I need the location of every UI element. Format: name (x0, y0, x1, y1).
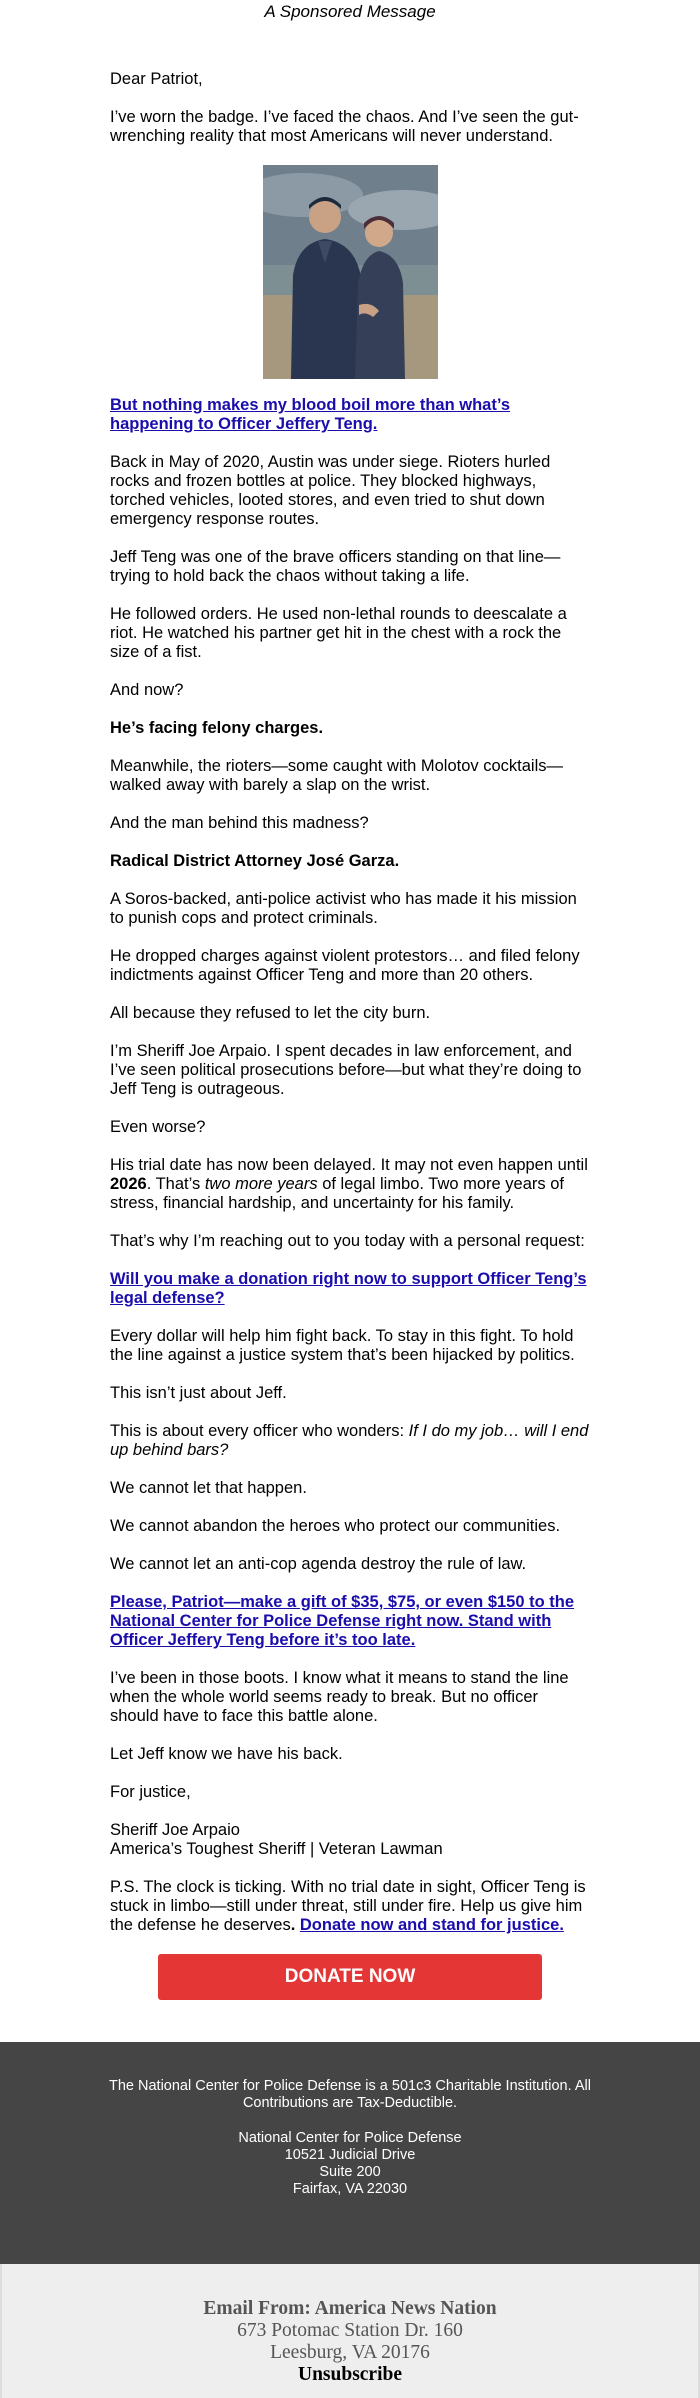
email-from: Email From: America News Nation (203, 2298, 497, 2319)
donate-button-container (0, 1954, 700, 2000)
photo-container (110, 165, 590, 384)
paragraph-soros: A Soros-backed, anti-police activist who has made it his mission to punish cops and protect criminals. (110, 890, 577, 927)
paragraph-even-worse: Even worse? (110, 1118, 206, 1136)
paragraph-and-now: And now? (110, 681, 184, 699)
postscript-period: . (290, 1916, 300, 1934)
donate-now-button[interactable]: DONATE NOW (158, 1954, 542, 2000)
closing-for-justice: For justice, (110, 1783, 191, 1801)
every-officer-text: This is about every officer who wonders: (110, 1422, 409, 1440)
letter-body (110, 70, 590, 1935)
paragraph-sheriff-intro: I’m Sheriff Joe Arpaio. I spent decades in law enforcement, and I’ve seen political prosecutions before—but what they’re doing to Jeff Teng is outrageous. (110, 1042, 582, 1098)
trial-year: 2026 (110, 1175, 147, 1193)
intro-paragraph: I’ve worn the badge. I’ve faced the chaos. And I’ve seen the gut-wrenching reality that most Americans will never understand. (110, 108, 579, 145)
paragraph-reaching-out: That’s why I’m reaching out to you today with a personal request: (110, 1232, 585, 1250)
trial-text-c: of legal limbo. Two more years of stress, financial hardship, and uncertainty for his family. (110, 1175, 564, 1212)
paragraph-followed-orders: He followed orders. He used non-lethal rounds to deescalate a riot. He watched his partner get hit in the chest with a rock the size of a fist. (110, 605, 567, 661)
footer-org-name: National Center for Police Defense (238, 2130, 462, 2146)
paragraph-not-just-jeff: This isn’t just about Jeff. (110, 1384, 287, 1402)
signature-title: America’s Toughest Sheriff | Veteran Lawman (110, 1840, 443, 1858)
postscript-text: P.S. The clock is ticking. With no trial date in sight, Officer Teng is stuck in limbo—still under threat, still under fire. Help us give him the defense he deserves (110, 1878, 586, 1934)
signature-block (110, 1821, 590, 1859)
paragraph-cannot-2: We cannot abandon the heroes who protect our communities. (110, 1517, 561, 1535)
paragraph-in-those-boots: I’ve been in those boots. I know what it means to stand the line when the whole world seems ready to break. But no officer should have to face this battle alone. (110, 1669, 569, 1725)
trial-text-b: . That’s (146, 1175, 205, 1193)
photo-illustration (263, 165, 438, 379)
tax-deductible-disclaimer: The National Center for Police Defense is a 501c3 Charitable Institution. All Contributions are Tax-Deductible. (109, 2078, 591, 2111)
paragraph-jeff-teng: Jeff Teng was one of the brave officers standing on that line—trying to hold back the chaos without taking a life. (110, 548, 561, 585)
paragraph-every-officer (110, 1422, 590, 1460)
organization-footer (0, 2042, 700, 2264)
sender-address-line-2: Leesburg, VA 20176 (270, 2342, 430, 2363)
every-officer-italic: If I do my job… will I end up behind bars? (110, 1422, 589, 1459)
sponsored-message-header: A Sponsored Message (264, 2, 436, 21)
paragraph-every-dollar: Every dollar will help him fight back. To stay in this fight. To hold the line against a justice system that’s been hijacked by politics. (110, 1327, 575, 1364)
trial-text-a: His trial date has now been delayed. It may not even happen until (110, 1156, 588, 1174)
paragraph-meanwhile: Meanwhile, the rioters—some caught with Molotov cocktails—walked away with barely a slap on the wrist. (110, 757, 564, 794)
sender-address-line-1: 673 Potomac Station Dr. 160 (237, 2320, 463, 2341)
footer-address-line-2: Suite 200 (319, 2164, 381, 2180)
footer-address-line-1: 10521 Judicial Drive (284, 2147, 416, 2163)
postscript-donate-link[interactable]: Donate now and stand for justice. (299, 1916, 564, 1934)
paragraph-back-in-may: Back in May of 2020, Austin was under siege. Rioters hurled rocks and frozen bottles at police. They blocked highways, torched vehicles, looted stores, and even tried to shut down emergency response routes. (110, 453, 551, 528)
couple-beach-photo (263, 165, 438, 379)
paragraph-man-behind: And the man behind this madness? (110, 814, 369, 832)
paragraph-let-jeff-know: Let Jeff know we have his back. (110, 1745, 343, 1763)
greeting: Dear Patriot, (110, 70, 203, 88)
trial-italic: two more years (204, 1175, 318, 1193)
paragraph-cannot-3: We cannot let an anti-cop agenda destroy the rule of law. (110, 1555, 527, 1573)
footer-address-line-3: Fairfax, VA 22030 (292, 2181, 408, 2197)
paragraph-all-because: All because they refused to let the city burn. (110, 1004, 431, 1022)
donation-request-link[interactable]: Will you make a donation right now to support Officer Teng’s legal defense? (110, 1270, 587, 1307)
felony-charges-heading: He’s facing felony charges. (110, 719, 324, 737)
paragraph-cannot-1: We cannot let that happen. (110, 1479, 307, 1497)
district-attorney-heading: Radical District Attorney José Garza. (110, 852, 400, 870)
gift-amounts-link[interactable]: Please, Patriot—make a gift of $35, $75, or even $150 to the National Center for Police Defense right now. Stand with Officer Jeffery Teng before it’s too late. (110, 1593, 575, 1649)
unsubscribe-link[interactable]: Unsubscribe (297, 2364, 403, 2385)
boil-story-link[interactable]: But nothing makes my blood boil more than what’s happening to Officer Jeffery Teng. (110, 396, 510, 433)
paragraph-dropped-charges: He dropped charges against violent protestors… and filed felony indictments against Officer Teng and more than 20 others. (110, 947, 580, 984)
postscript (110, 1878, 590, 1935)
signature-name: Sheriff Joe Arpaio (110, 1821, 240, 1839)
paragraph-trial-delay (110, 1156, 590, 1213)
